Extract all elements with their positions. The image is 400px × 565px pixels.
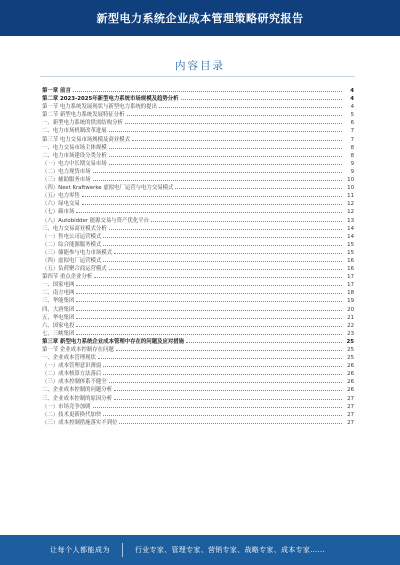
toc-page-number: 27: [347, 395, 354, 402]
toc-entry-text: （一）电力中长期交易市场: [42, 160, 107, 167]
toc-page-number: 19: [347, 298, 354, 305]
toc-entry-text: （一）售电公司运营模式: [42, 233, 102, 240]
toc-dot-leader: [109, 159, 342, 165]
toc-entry[interactable]: [42, 296, 354, 304]
toc-entry[interactable]: [42, 159, 354, 167]
toc-entry[interactable]: [42, 86, 354, 94]
toc-dot-leader: [98, 353, 342, 359]
toc-page-number: 12: [347, 201, 354, 208]
toc-page-number: 21: [347, 314, 354, 321]
toc-entry[interactable]: [42, 345, 354, 353]
toc-page-number: 25: [347, 355, 354, 362]
toc-page-number: 4: [350, 96, 354, 103]
toc-dot-leader: [119, 418, 342, 424]
toc-entry-text: （五）电力零售: [42, 193, 80, 200]
toc-page-number: 10: [347, 177, 354, 184]
page-header: [0, 0, 400, 36]
toc-page-number: 26: [347, 379, 354, 386]
toc-dot-leader: [103, 232, 342, 238]
toc-entry[interactable]: [42, 151, 354, 159]
toc-entry[interactable]: [42, 232, 354, 240]
toc-page-number: 7: [350, 136, 354, 143]
toc-dot-leader: [109, 126, 342, 132]
toc-entry[interactable]: [42, 288, 354, 296]
toc-entry-text: （三）储能参与电力市场模式: [42, 249, 113, 256]
toc-entry[interactable]: [42, 224, 354, 232]
toc-entry-text: 第三节 电力交易市场规模及商业模式: [42, 136, 130, 143]
toc-entry-text: 第二章 2023-2025年新型电力系统市场规模及趋势分析: [42, 96, 179, 103]
toc-dot-leader: [76, 329, 342, 335]
toc-entry-text: 三、企业成本控制的原因分析: [42, 395, 113, 402]
toc-dot-leader: [125, 118, 342, 124]
toc-page-number: 10: [347, 185, 354, 192]
toc-entry[interactable]: [42, 361, 354, 369]
toc-page-number: 18: [347, 290, 354, 297]
toc-entry-text: （三）成本控制体系不健全: [42, 379, 107, 386]
toc-dot-leader: [109, 377, 342, 383]
toc-dot-leader: [76, 321, 342, 327]
toc-entry-text: 七、三峡集团: [42, 330, 75, 337]
toc-dot-leader: [103, 410, 342, 416]
toc-page-number: 25: [347, 347, 354, 353]
toc-entry-text: （三）辅助服务市场: [42, 177, 91, 184]
toc-page-number: 7: [350, 128, 354, 135]
toc-entry[interactable]: [42, 418, 354, 426]
toc-entry-text: （八）Autobidder 能源交易与资产优化平台: [42, 217, 149, 224]
toc-dot-leader: [82, 191, 342, 197]
toc-entry[interactable]: [42, 402, 354, 410]
toc-entry[interactable]: [42, 110, 354, 118]
footer-roles: 行业专家、管理专家、营销专家、战略专家、成本专家……: [135, 546, 325, 554]
toc-page-number: 27: [347, 411, 354, 418]
toc-entry[interactable]: [42, 305, 354, 313]
toc-entry-text: 第一章 前言: [42, 88, 71, 94]
toc-entry[interactable]: [42, 143, 354, 151]
toc-entry-text: （五）负荷聚合商运营模式: [42, 266, 107, 273]
toc-entry-text: 第一节 电力系统发展现状与新型电力系统的提出: [42, 104, 157, 111]
toc-entry[interactable]: [42, 199, 354, 207]
toc-dot-leader: [127, 110, 342, 116]
toc-dot-leader: [76, 280, 342, 286]
toc-entry-text: 三、华能集团: [42, 298, 75, 305]
toc-page-number: 14: [347, 225, 354, 232]
toc-dot-leader: [109, 264, 342, 270]
toc-page-number: 8: [350, 152, 354, 159]
toc-divider: [40, 76, 355, 77]
toc-entry-text: （四）虚拟电厂运营模式: [42, 257, 102, 264]
toc-dot-leader: [103, 240, 342, 246]
toc-dot-leader: [103, 256, 342, 262]
toc-entry[interactable]: [42, 410, 354, 418]
toc-page-number: 16: [347, 257, 354, 264]
toc-page-number: 14: [347, 233, 354, 240]
toc-page-number: 23: [347, 330, 354, 337]
toc-dot-leader: [159, 102, 342, 108]
toc-entry-text: （七）碳市场: [42, 209, 75, 216]
footer-divider: [122, 543, 123, 557]
toc-dot-leader: [114, 248, 342, 254]
toc-dot-leader: [93, 175, 342, 181]
toc-entry[interactable]: [42, 394, 354, 402]
toc-dot-leader: [181, 94, 342, 100]
toc-entry[interactable]: [42, 264, 354, 272]
toc-page-number: 16: [347, 266, 354, 273]
toc-entry-text: 一、电力交易市场主体规模: [42, 144, 107, 151]
toc-dot-leader: [186, 337, 342, 343]
toc-entry-text: （二）电力现货市场: [42, 168, 91, 175]
toc-entry[interactable]: [42, 94, 354, 102]
toc-entry[interactable]: [42, 337, 354, 345]
toc-page-number: 25: [346, 338, 354, 345]
footer-slogan: 让每个人都能成为: [50, 546, 110, 554]
toc-page-number: 6: [350, 120, 354, 127]
toc-dot-leader: [76, 296, 342, 302]
toc-entry-text: （一）市场竞争加剧: [42, 403, 91, 410]
toc-dot-leader: [116, 345, 342, 351]
toc-page-number: 13: [347, 217, 354, 224]
toc-dot-leader: [109, 151, 342, 157]
toc-dot-leader: [76, 305, 342, 311]
toc-heading: 内容目录: [175, 60, 225, 72]
toc-entry[interactable]: [42, 272, 354, 280]
toc-entry[interactable]: [42, 191, 354, 199]
toc-page-number: 20: [347, 306, 354, 313]
toc-page-number: 27: [347, 419, 354, 426]
toc-dot-leader: [103, 369, 342, 375]
toc-entry-text: （二）综合能源服务模式: [42, 241, 102, 248]
toc-page-number: 17: [347, 274, 354, 281]
toc-entry-text: （三）成本控制措施落实不到位: [42, 419, 118, 426]
toc-page-number: 8: [350, 144, 354, 151]
toc-entry-text: 第一节 企业成本控制存在问题: [42, 347, 114, 353]
toc-dot-leader: [109, 224, 342, 230]
toc-dot-leader: [114, 394, 342, 400]
toc-entry[interactable]: [42, 175, 354, 183]
toc-entry-text: （四）Next Kraftwerke 虚拟电厂运营与电力交易模式: [42, 185, 174, 192]
toc-entry[interactable]: [42, 118, 354, 126]
toc-page-number: 15: [347, 249, 354, 256]
toc-entry-text: 一、新型电力系统的供需结构分析: [42, 120, 123, 127]
toc-entry[interactable]: [42, 248, 354, 256]
toc-entry[interactable]: [42, 256, 354, 264]
toc-page-number: 9: [350, 160, 354, 167]
toc-entry-text: （二）技术更新换代加快: [42, 411, 102, 418]
toc-page-number: 12: [347, 209, 354, 216]
toc-dot-leader: [76, 313, 342, 319]
toc-entry[interactable]: [42, 183, 354, 191]
toc-entry-text: 二、电力市场建设分类分析: [42, 152, 107, 159]
toc-page-number: 22: [347, 322, 354, 329]
page-footer: [0, 535, 400, 565]
toc-page-number: 5: [350, 112, 354, 119]
toc-page-number: 4: [350, 104, 354, 111]
toc-entry-text: 三、电力交易商业模式分析: [42, 225, 107, 232]
toc-entry[interactable]: [42, 167, 354, 175]
table-of-contents: [42, 86, 354, 426]
report-title: 新型电力系统企业成本管理策略研究报告: [96, 12, 304, 25]
toc-entry[interactable]: [42, 102, 354, 110]
toc-entry-text: 六、国家电投: [42, 322, 75, 329]
toc-dot-leader: [175, 183, 342, 189]
toc-entry-text: 二、企业成本控制的问题分析: [42, 387, 113, 394]
toc-entry[interactable]: [42, 377, 354, 385]
toc-entry-text: 二、电力市场机制改革进展: [42, 128, 107, 135]
toc-dot-leader: [103, 361, 342, 367]
toc-dot-leader: [82, 199, 342, 205]
toc-page-number: 9: [350, 168, 354, 175]
toc-page-number: 15: [347, 241, 354, 248]
toc-entry[interactable]: [42, 369, 354, 377]
toc-entry-text: 四、大唐集团: [42, 306, 75, 313]
toc-entry[interactable]: [42, 313, 354, 321]
toc-entry-text: 二、南方电网: [42, 290, 75, 297]
toc-entry-text: 第四节 重点企业分析: [42, 274, 93, 281]
toc-dot-leader: [76, 207, 342, 213]
toc-entry[interactable]: [42, 135, 354, 143]
toc-entry-text: 第二节 新型电力系统发展特征分析: [42, 112, 125, 119]
toc-page-number: 26: [347, 371, 354, 378]
toc-entry-text: 一、国家电网: [42, 282, 75, 289]
toc-entry[interactable]: [42, 385, 354, 393]
toc-page-number: 17: [347, 282, 354, 289]
toc-entry-text: （六）绿电交易: [42, 201, 80, 208]
toc-page-number: 4: [350, 88, 354, 94]
toc-entry-text: 第三章 新型电力系统企业成本管理中存在的问题及应对措施: [42, 338, 185, 345]
toc-dot-leader: [73, 86, 342, 92]
toc-page-number: 27: [347, 403, 354, 410]
toc-entry-text: （二）成本核算方法落后: [42, 371, 102, 378]
toc-dot-leader: [151, 216, 342, 222]
toc-entry[interactable]: [42, 240, 354, 248]
toc-entry-text: （一）成本管理意识薄弱: [42, 363, 102, 370]
toc-dot-leader: [93, 402, 342, 408]
toc-dot-leader: [109, 143, 342, 149]
toc-page-number: 26: [347, 363, 354, 370]
toc-entry[interactable]: [42, 321, 354, 329]
toc-page-number: 11: [347, 193, 354, 200]
toc-entry[interactable]: [42, 216, 354, 224]
toc-entry[interactable]: [42, 329, 354, 337]
toc-entry-text: 一、企业成本管理现状: [42, 355, 96, 362]
toc-dot-leader: [76, 288, 342, 294]
toc-dot-leader: [114, 385, 342, 391]
toc-page-number: 26: [347, 387, 354, 394]
toc-dot-leader: [94, 272, 342, 278]
toc-dot-leader: [132, 135, 342, 141]
toc-entry-text: 五、华电集团: [42, 314, 75, 321]
toc-entry[interactable]: [42, 353, 354, 361]
toc-entry[interactable]: [42, 126, 354, 134]
toc-entry[interactable]: [42, 207, 354, 215]
toc-entry[interactable]: [42, 280, 354, 288]
toc-dot-leader: [93, 167, 342, 173]
